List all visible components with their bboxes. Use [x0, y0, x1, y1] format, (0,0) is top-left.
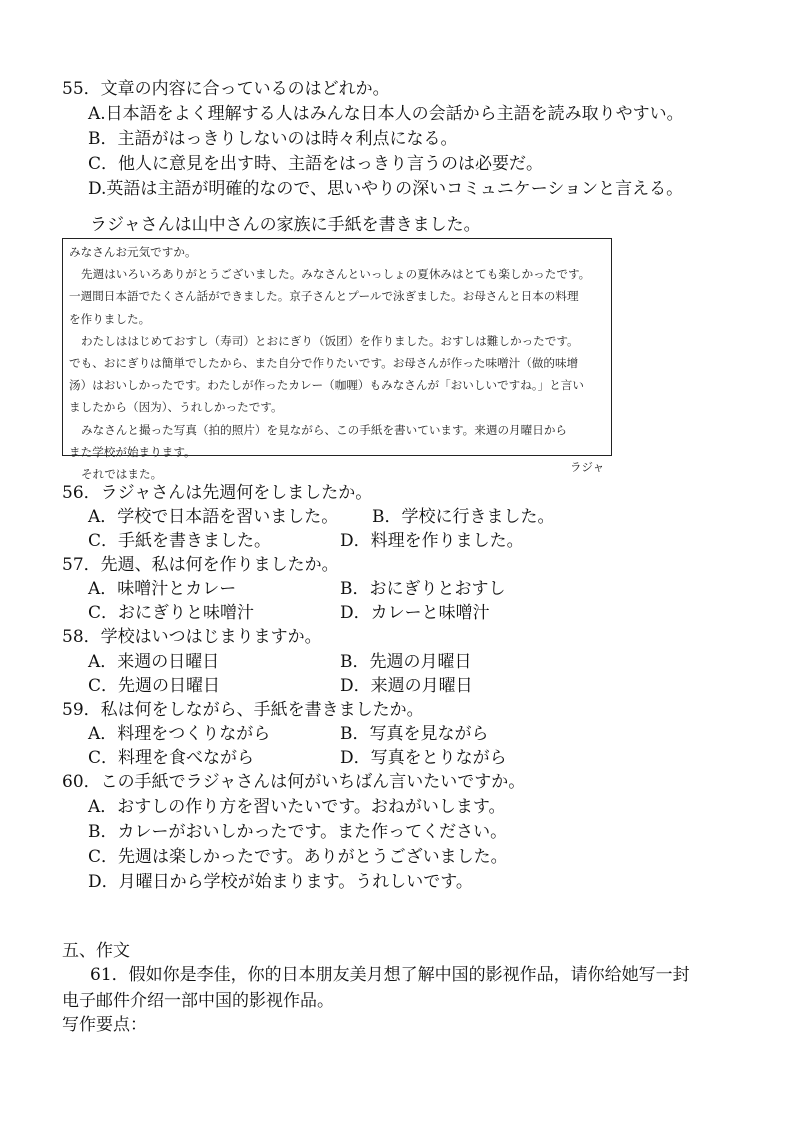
- letter-line: みなさんお元気ですか。: [69, 245, 197, 259]
- q59-option-c: C．料理を食べながら: [88, 748, 255, 768]
- q57-stem: 57．先週、私は何を作りましたか。: [62, 555, 339, 575]
- letter-intro: ラジャさんは山中さんの家族に手紙を書きました。: [90, 215, 481, 235]
- q57-option-b: B．おにぎりとおすし: [340, 579, 506, 599]
- letter-line: わたしははじめておすし（寿司）とおにぎり（饭团）を作りました。おすしは難しかったです。: [81, 333, 579, 348]
- letter-line: ましたから（因为）、うれしかったです。: [69, 400, 283, 415]
- letter-line: でも、おにぎりは簡単でしたから、また自分で作りたいです。お母さんが作った味噌汁（做的味增: [69, 356, 579, 371]
- letter-line: それではまた。: [81, 467, 163, 482]
- q56-option-c: C．手紙を書きました。: [88, 531, 272, 551]
- letter-line: を作りました。: [69, 311, 151, 326]
- section-title: 五、作文: [62, 941, 130, 961]
- essay-prompt-line1: 61．假如你是李佳，你的日本朋友美月想了解中国的影视作品，请你给她写一封: [90, 965, 690, 985]
- q59-option-d: D．写真をとりながら: [340, 748, 507, 768]
- letter-line: 汤）はおいしかったです。わたしが作ったカレー（咖喱）もみなさんが「おいしいですね。」と言い: [69, 378, 584, 393]
- letter-line: 一週間日本語でたくさん話ができました。京子さんとプールで泳ぎました。お母さんと日本の料理: [69, 289, 579, 304]
- q56-option-b: B．学校に行きました。: [372, 507, 555, 527]
- q55-option-d: D.英語は主語が明確的なので、思いやりの深いコミュニケーションと言える。: [88, 179, 684, 199]
- essay-prompt-line2: 电子邮件介绍一部中国的影视作品。: [62, 991, 334, 1011]
- q60-option-b: B．カレーがおいしかったです。また作ってください。: [88, 822, 508, 842]
- q60-option-c: C．先週は楽しかったです。ありがとうございました。: [88, 847, 508, 867]
- q59-stem: 59．私は何をしながら、手紙を書きましたか。: [62, 700, 424, 720]
- letter-line: みなさんと撮った写真（拍的照片）を見ながら、この手紙を書いています。来週の月曜日から: [81, 422, 568, 437]
- q57-option-c: C．おにぎりと味噌汁: [88, 603, 255, 623]
- q58-option-c: C．先週の日曜日: [88, 676, 221, 696]
- letter-line: また学校が始まります。: [69, 444, 196, 459]
- q59-option-b: B．写真を見ながら: [340, 724, 489, 744]
- q55-stem: 55．文章の内容に合っているのはどれか。: [62, 79, 390, 99]
- q56-stem: 56．ラジャさんは先週何をしましたか。: [62, 483, 373, 503]
- q57-option-d: D．カレーと味噌汁: [340, 603, 490, 623]
- q55-option-a: A.日本語をよく理解する人はみんな日本人の会話から主語を読み取りやすい。: [88, 104, 684, 124]
- q56-option-d: D．料理を作りました。: [340, 531, 524, 551]
- letter-line: 先週はいろいろありがとうございました。みなさんといっしょの夏休みはとても楽しかったです。: [81, 267, 591, 282]
- q55-option-b: B．主語がはっきりしないのは時々利点になる。: [88, 129, 458, 149]
- q56-option-a: A．学校で日本語を習いました。: [88, 507, 339, 527]
- q58-option-a: A．来週の日曜日: [88, 652, 220, 672]
- q57-option-a: A．味噌汁とカレー: [88, 579, 237, 599]
- letter-signer: ラジャ: [570, 460, 605, 474]
- q58-option-b: B．先週の月曜日: [340, 652, 472, 672]
- q55-option-c: C．他人に意見を出す時、主語をはっきり言うのは必要だ。: [88, 154, 544, 174]
- q60-stem: 60．この手紙でラジャさんは何がいちばん言いたいですか。: [62, 772, 526, 792]
- q60-option-d: D．月曜日から学校が始まります。うれしいです。: [88, 872, 473, 892]
- q58-stem: 58．学校はいつはじまりますか。: [62, 627, 322, 647]
- writing-points-label: 写作要点：: [62, 1015, 147, 1035]
- q59-option-a: A．料理をつくりながら: [88, 724, 271, 744]
- q60-option-a: A．おすしの作り方を習いたいです。おねがいします。: [88, 797, 506, 817]
- q58-option-d: D．来週の月曜日: [340, 676, 473, 696]
